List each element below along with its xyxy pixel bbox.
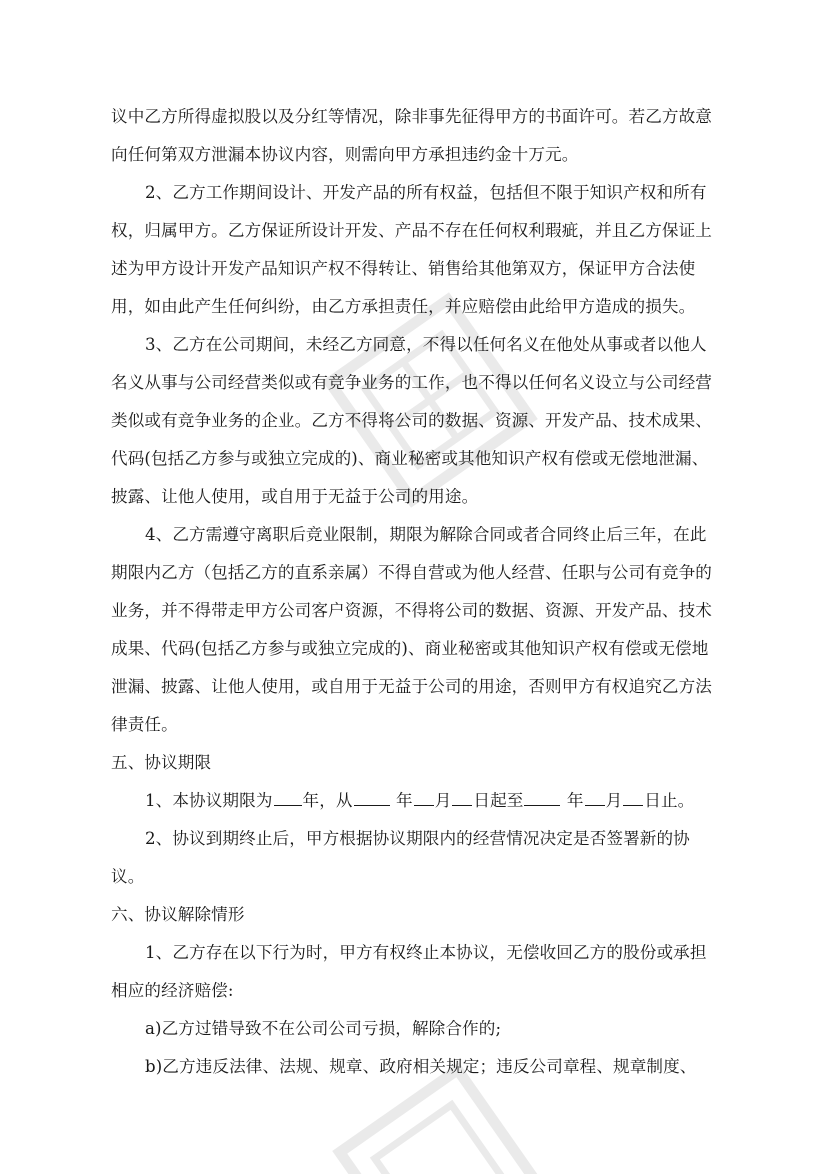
document-body — [111, 98, 715, 1086]
term-text-h: 日止。 — [644, 791, 695, 810]
term-text-b: 年，从 — [302, 791, 353, 810]
section-heading-termination: 六、协议解除情形 — [111, 905, 245, 924]
blank-start-month — [414, 787, 434, 806]
paragraph-clause-4-post-employment-restriction: 4、乙方需遵守离职后竞业限制，期限为解除合同或者合同终止后三年，在此期限内乙方（包括乙方的直系亲属）不得自营或为他人经营、任职与公司有竞争的业务，并不得带走甲方公司客户资源，不得将公司的数据、资源、开发产品、技术成果、代码(包括乙方参与或独立完成的)、商业秘密或其他知识产权有偿或无偿地泄漏、披露、让他人使用，或自用于无益于公司的用途，否则甲方有权追究乙方法律责任。 — [111, 525, 712, 734]
blank-start-year — [354, 787, 390, 806]
term-text-d: 月 — [434, 791, 452, 810]
term-text-c: 年 — [395, 791, 413, 810]
list-item-a: a)乙方过错导致不在公司公司亏损，解除合作的; — [145, 1019, 502, 1038]
blank-end-month — [585, 787, 605, 806]
paragraph-term-renewal: 2、协议到期终止后，甲方根据协议期限内的经营情况决定是否签署新的协议。 — [111, 829, 690, 886]
paragraph-continuation: 议中乙方所得虚拟股以及分红等情况，除非事先征得甲方的书面许可。若乙方故意向任何第双方泄漏本协议内容，则需向甲方承担违约金十万元。 — [111, 107, 712, 164]
paragraph-term-dates — [111, 782, 715, 820]
term-text-a: 1、本协议期限为 — [145, 791, 273, 810]
list-item-b: b)乙方违反法律、法规、规章、政府相关规定；违反公司章程、规章制度、 — [145, 1057, 697, 1076]
blank-years — [274, 787, 302, 806]
blank-end-day — [623, 787, 643, 806]
blank-start-day — [452, 787, 472, 806]
blank-end-year — [524, 787, 560, 806]
term-text-g: 月 — [605, 791, 623, 810]
paragraph-termination-conditions: 1、乙方存在以下行为时，甲方有权终止本协议，无偿收回乙方的股份或承担相应的经济赔偿: — [111, 943, 707, 1000]
paragraph-clause-2-ip-rights: 2、乙方工作期间设计、开发产品的所有权益，包括但不限于知识产权和所有权，归属甲方。乙方保证所设计开发、产品不存在任何权利瑕疵，并且乙方保证上述为甲方设计开发产品知识产权不得转让、销售给其他第双方，保证甲方合法使用，如由此产生任何纠纷，由乙方承担责任，并应赔偿由此给甲方造成的损失。 — [111, 183, 712, 316]
paragraph-clause-3-non-compete-during-employment: 3、乙方在公司期间，未经乙方同意，不得以任何名义在他处从事或者以他人名义从事与公司经营类似或有竞争业务的工作，也不得以任何名义设立与公司经营类似或有竞争业务的企业。乙方不得将公司的数据、资源、开发产品、技术成果、代码(包括乙方参与或独立完成的)、商业秘密或其他知识产权有偿或无偿地泄漏、披露、让他人使用，或自用于无益于公司的用途。 — [111, 335, 712, 506]
term-text-e: 日起至 — [473, 791, 524, 810]
section-heading-agreement-term: 五、协议期限 — [111, 753, 212, 772]
term-text-f: 年 — [566, 791, 584, 810]
